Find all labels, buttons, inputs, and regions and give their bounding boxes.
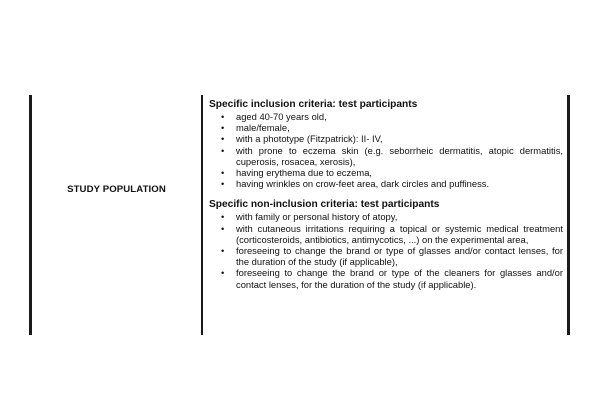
list-item: • aged 40-70 years old, — [209, 111, 563, 122]
row-label-study-population: STUDY POPULATION — [67, 184, 166, 195]
table-right-border — [567, 95, 570, 335]
list-item: • foreseeing to change the brand or type of glasses and/or contact lenses, for the duration of the study (if applicable), — [209, 245, 563, 267]
list-item: • male/female, — [209, 122, 563, 133]
non-inclusion-heading: Specific non-inclusion criteria: test participants — [209, 199, 440, 211]
list-item: • with cutaneous irritations requiring a topical or systemic medical treatment (corticosteroids, antibiotics, antimycotics, ...) on the experimental area, — [209, 223, 563, 245]
inclusion-list — [209, 111, 563, 189]
list-item: • having erythema due to eczema, — [209, 167, 563, 178]
criteria-cell — [209, 99, 563, 290]
list-item: • having wrinkles on crow-feet area, dark circles and puffiness. — [209, 178, 563, 189]
list-item: • with family or personal history of atopy, — [209, 211, 563, 222]
table-left-border — [29, 95, 32, 335]
list-item: • foreseeing to change the brand or type of the cleaners for glasses and/or contact lenses, for the duration of the study (if applicable). — [209, 267, 563, 289]
non-inclusion-list — [209, 211, 563, 289]
list-item: • with prone to eczema skin (e.g. seborrheic dermatitis, atopic dermatitis, cuperosis, rosacea, xerosis), — [209, 145, 563, 167]
table-column-divider — [201, 95, 203, 335]
inclusion-heading: Specific inclusion criteria: test participants — [209, 99, 418, 110]
list-item: • with a phototype (Fitzpatrick): II- IV, — [209, 133, 563, 144]
